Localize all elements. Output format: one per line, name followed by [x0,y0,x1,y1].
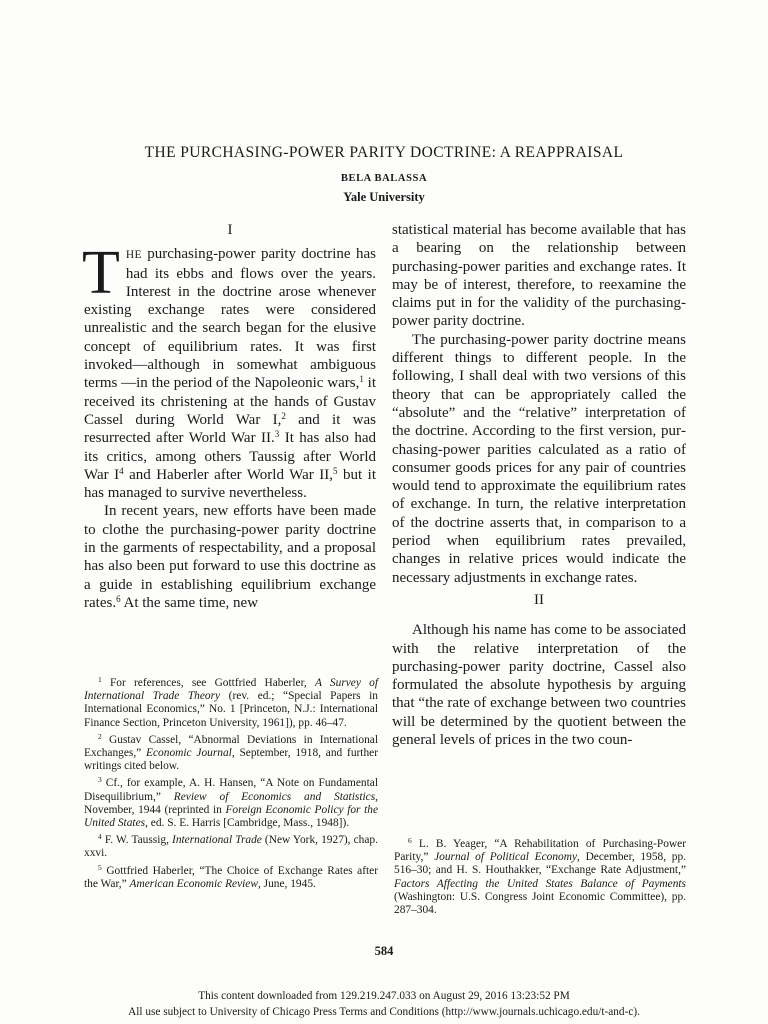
paragraph-cassel: Although his name has come to be associated with the relative interpretation of the purchasing-power parity doctrine, Cassel also formulated the absolute hypothesis by arguing that “the rate of exchange between two countries will be determined by the quotient between the general levels of prices in the two coun- [392,622,686,749]
section-heading-1: I [227,222,233,238]
footnote-2: $^2$ Gustav Cassel, “Abnormal Deviations in International Exchanges,” Economic Journal, September, 1918, and further writings cited below. [84,731,379,773]
section-heading-2: II [534,591,544,608]
footnote-6: $^6$ L. B. Yeager, “A Rehabilitation of Purchasing-Power Parity,” Journal of Political Economy, December, 1958, pp. 516–30; and H. S. Houthakker, “Exchange Rate Adjustment,” Factors Affecting the United States Balance of Payments (Washington: U.S. Congress Joint Economic Committee), pp. 287–304. [394,836,686,917]
paragraph-statistical: statistical material has become available that has a bearing on the relationship between purchasing-power parities and exchange rates. It may be of interest, therefore, to reexamine the claims put in for the validity of the purchasing-power parity doctrine. [392,222,686,330]
footnote-ref-1: 1 [359,374,364,385]
author-affiliation: Yale University [343,190,425,204]
footnotes-right [394,838,686,921]
drop-cap: T [82,239,120,308]
page-number: 584 [374,944,394,958]
footnote-ref-4: 4 [119,465,124,476]
footnote-ref-6: 6 [116,593,121,604]
footnote-ref-3: 3 [274,429,280,440]
right-column [392,221,686,749]
paragraph-versions: The purchasing-power parity doctrine means different things to different people. In the following, I shall deal with two versions of this theory that can be appropriately called the “absolute” and the “relative” interpretation of the doctrine. According to the first version, purchasing-power parities calculated as a ratio of consumer goods prices for any pair of countries would tend to approximate the equilibrium rates of exchange. In turn, the relative interpretation of the doctrine asserts that, in comparison to a period when equilibrium rates prevailed, changes in relative prices would indicate the necessary adjustments in exchange rates. [392,331,686,586]
footnote-4: $^4$ F. W. Taussig, International Trade (New York, 1927), chap. xxvi. [84,832,378,860]
author-name: BELA BALASSA [340,173,428,184]
footnotes-left [84,677,378,895]
footnote-3: $^3$ Cf., for example, A. H. Hansen, “A Note on Fundamental Disequilibrium,” Review of Economics and Statistics, November, 1944 (reprinted in Foreign Economic Policy for the United States, ed. S. E. Harris [Cambridge, Mass., 1948]). [84,775,379,830]
download-notice: This content downloaded from 129.219.247.033 on August 29, 2016 13:23:52 PM [198,990,570,1002]
footnote-1: $^1$ For references, see Gottfried Haberler, A Survey of International Trade Theory (rev. ed.; “Special Papers in International Economics,” No. 1 [Princeton, N.J.: International Finance Section, Princeton University, 1961]), pp. 46–47. [84,675,378,729]
paragraph-intro: THE purchasing-power parity doctrine has had its ebbs and flows over the years. Interest in the doctrine arose whenever existing exchange rates were considered unrealistic and the search began for the elusive concept of equilibrium rates. It was first invoked—although in somewhat ambiguous terms —in the period of the Napoleonic wars,$^1$ it received its christening at the hands of Gustav Cassel during World War I,$^2$ and it was resurrected after World War II.$^3$ It has also had its critics, among others Taussig after World War $I^4$ and Haberler after World War II,$^5$ but it has managed to survive nevertheless. [82,239,377,502]
footnote-ref-5: 5 [333,465,338,476]
left-column [84,221,376,612]
small-caps-text: HE [125,249,142,262]
footnote-5: $^5$ Gottfried Haberler, “The Choice of Exchange Rates after the War,” American Economic Review, June, 1945. [84,862,378,890]
terms-notice: All use subject to University of Chicago Press Terms and Conditions (http://www.journals.uchicago.edu/t-and-c). [128,1006,640,1018]
paragraph-recent-years: In recent years, new efforts have been made to clothe the purchasing-power parity doctrine in the garments of respectability, and a proposal has also been put forward to use this doctrine as a guide in establishing equilibrium exchange rates.$^6$ At the same time, new [84,503,376,611]
article-title: THE PURCHASING-POWER PARITY DOCTRINE: A REAPPRAISAL [144,144,624,161]
footnote-ref-2: 2 [281,410,286,421]
